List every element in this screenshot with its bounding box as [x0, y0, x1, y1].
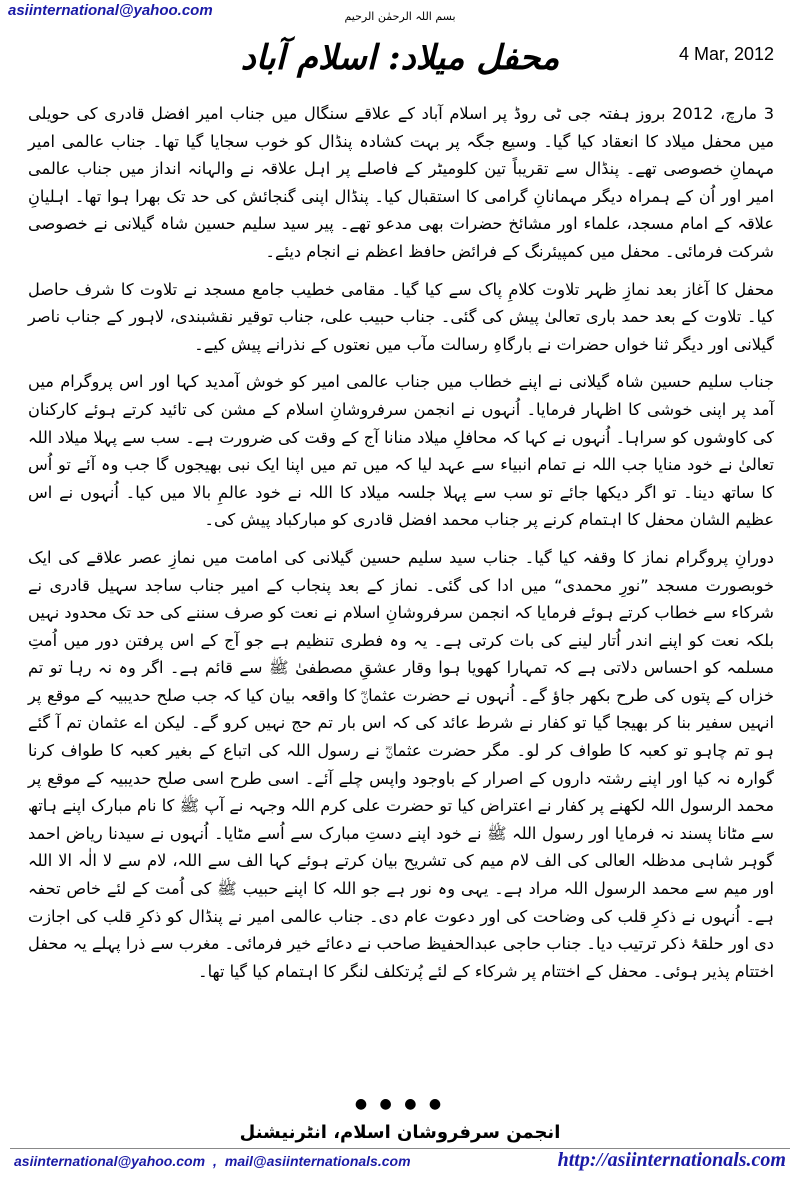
paragraph-4: دورانِ پروگرام نماز کا وقفہ کیا گیا۔ جناب سید سلیم حسین گیلانی کی امامت میں نمازِ عصر علاقے کی ایک خوبصورت مسجد ”نورِ محمدی“ میں ادا کی گئی۔ نماز کے بعد پنجاب کے امیر جناب ساجد سہیل قادری نے شرکاء سے خطاب کرتے ہوئے فرمایا کہ انجمن سرفروشانِ اسلام نے نعت کو صرف سننے کی حد تک محدود نہیں بلکہ نعت کو اپنے اندر اُتار لینے کی بات کرتی ہے۔ یہ وہ فطری تنظیم ہے جو آج کے اس پرفتن دور میں اُمتِ مسلمہ کو احساس دلاتی ہے کہ تمہارا کھویا ہوا وقار عشقِ مصطفیٰ ﷺ سے قائم ہے۔ اگر وہ نہ رہا تو تم خزاں کے پتوں کی طرح بکھر جاؤ گے۔ اُنہوں نے حضرت عثمانؓ کا واقعہ بیان کیا کہ جب صلح حدیبیہ کے موقع پر انہیں سفیر بنا کر بھیجا گیا تو کفار نے شرط عائد کی کہ اس بار تم حج نہیں کرو گے۔ لیکن اے عثمان تم آ گئے ہو تم چاہو تو کعبہ کا طواف کر لو۔ مگر حضرت عثمانؓ نے رسول اللہ کی اتباع کے بغیر کعبہ کا طواف کرنا گوارہ نہ کیا اور اپنے رشتہ داروں کے اصرار کے باوجود واپس چلے آئے۔ اسی طرح اسی صلح حدیبیہ کے موقع پر محمد الرسول اللہ لکھنے پر کفار نے اعتراض کیا تو حضرت علی کرم اللہ وجہہ نے آپ ﷺ کا نام مبارک اپنے ہاتھ سے مٹانا پسند نہ فرمایا اور رسول اللہ ﷺ نے خود اپنے دستِ مبارک سے اُسے مٹایا۔ اُنہوں نے سیدنا ریاض احمد گوہر شاہی مدظلہ العالی کی الف لام میم کی تشریح بیان کرتے ہوئے کہا الف سے اللہ، لام سے لا الٰہ الا اللہ اور میم سے محمد الرسول اللہ مراد ہے۔ یہی وہ نور ہے جو اللہ کا اپنے حبیب ﷺ کی اُمت کے لئے خاص تحفہ ہے۔ اُنہوں نے ذکرِ قلب کی وضاحت کی اور دعوت عام دی۔ جناب عالمی امیر نے پنڈال کو ذکرِ قلب کی اجازت دی اور حلقۂ ذکر ترتیب دیا۔ جناب حاجی عبدالحفیظ صاحب نے دعائے خیر فرمائی۔ مغرب سے ذرا پہلے یہ محفل اختتام پذیر ہوئی۔ محفل کے اختتام پر شرکاء کے لئے پُرتکلف لنگر کا اہتمام کیا گیا تھا۔	[28, 547, 774, 981]
header-email[interactable]: asiinternational@yahoo.com	[8, 2, 213, 19]
footer-email-mail[interactable]: mail@asiinternationals.com	[224, 1153, 411, 1169]
divider-stars: ● ● ● ●	[354, 1096, 446, 1112]
bismillah-header: بسم اللہ الرحمٰن الرحیم	[344, 10, 456, 23]
paragraph-3: جناب سلیم حسین شاہ گیلانی نے اپنے خطاب میں جناب عالمی امیر کو خوش آمدید کہا اور اس پروگرام میں آمد پر اپنی خوشی کا اظہار فرمایا۔ اُنہوں نے انجمن سرفروشانِ اسلام کے مشن کی تائید کرتے ہوئے کارکنان کی کاوشوں کو سراہا۔ اُنہوں نے کہا کہ محافلِ میلاد منانا آج کے وقت کی ضرورت ہے۔ سب سے پہلا میلاد اللہ تعالیٰ نے خود منایا جب اللہ نے تمام انبیاء سے عہد لیا کہ میں تم میں اپنا ایک نبی بھیجوں گا جب وہ آئے تو اُس کا ساتھ دینا۔ تو اگر دیکھا جائے تو سب سے پہلا جلسہ میلاد کا اللہ نے خود عالمِ بالا میں کیا۔ اُنہوں نے اس عظیم الشان محفل کا اہتمام کرنے پر جناب محمد افضل قادری کو مبارکباد پیش کی۔	[28, 372, 774, 530]
footer-separator: ,	[213, 1153, 217, 1169]
footer-email-yahoo[interactable]: asiinternational@yahoo.com	[14, 1153, 206, 1169]
footer-website-link[interactable]: http://asiinternationals.com	[557, 1149, 786, 1171]
paragraph-2: محفل کا آغاز بعد نمازِ ظہر تلاوت کلامِ پاک سے کیا گیا۔ مقامی خطیب جامع مسجد نے تلاوت کا شرف حاصل کیا۔ تلاوت کے بعد حمد باری تعالیٰ پیش کی گئی۔ جناب حبیب علی، جناب توقیر نقشبندی، لاہور کے جناب ناصر گیلانی اور دیگر ثنا خواں حضرات نے بارگاہِ رسالت مآب میں نعتوں کے نذرانے پیش کیے۔	[28, 279, 774, 354]
paragraph-1: 3 مارچ، 2012 بروز ہفتہ جی ٹی روڈ پر اسلام آباد کے علاقے سنگال میں جناب امیر افضل قادری کی حویلی میں محفل میلاد کا انعقاد کیا گیا۔ وسیع جگہ پر بہت کشادہ پنڈال کو خوب سجایا گیا تھا۔ جناب عالمی امیر مہمانِ خصوصی تھے۔ پنڈال سے تقریباً تین کلومیٹر کے فاصلے پر اہل علاقہ نے والہانہ انداز میں جناب عالمی امیر اور اُن کے ہمراہ دیگر مہمانانِ گرامی کا استقبال کیا۔ پنڈال اپنی گنجائش کی حد تک بھرا ہوا تھا۔ اہلیانِ علاقہ کے امام مسجد، علماء اور مشائخ حضرات بھی مدعو تھے۔ پیر سید سلیم حسین شاہ گیلانی نے خصوصی شرکت فرمائی۔ محفل میں کمپیئرنگ کے فرائض حافظ اعظم نے انجام دیئے۔	[28, 104, 774, 261]
organization-name: انجمن سرفروشان اسلام، انٹرنیشنل	[239, 1122, 561, 1143]
article-body	[28, 100, 774, 995]
footer	[14, 1149, 786, 1171]
page-title: محفل میلاد: اسلام آباد	[240, 38, 560, 78]
article-date: 4 Mar, 2012	[678, 44, 774, 64]
